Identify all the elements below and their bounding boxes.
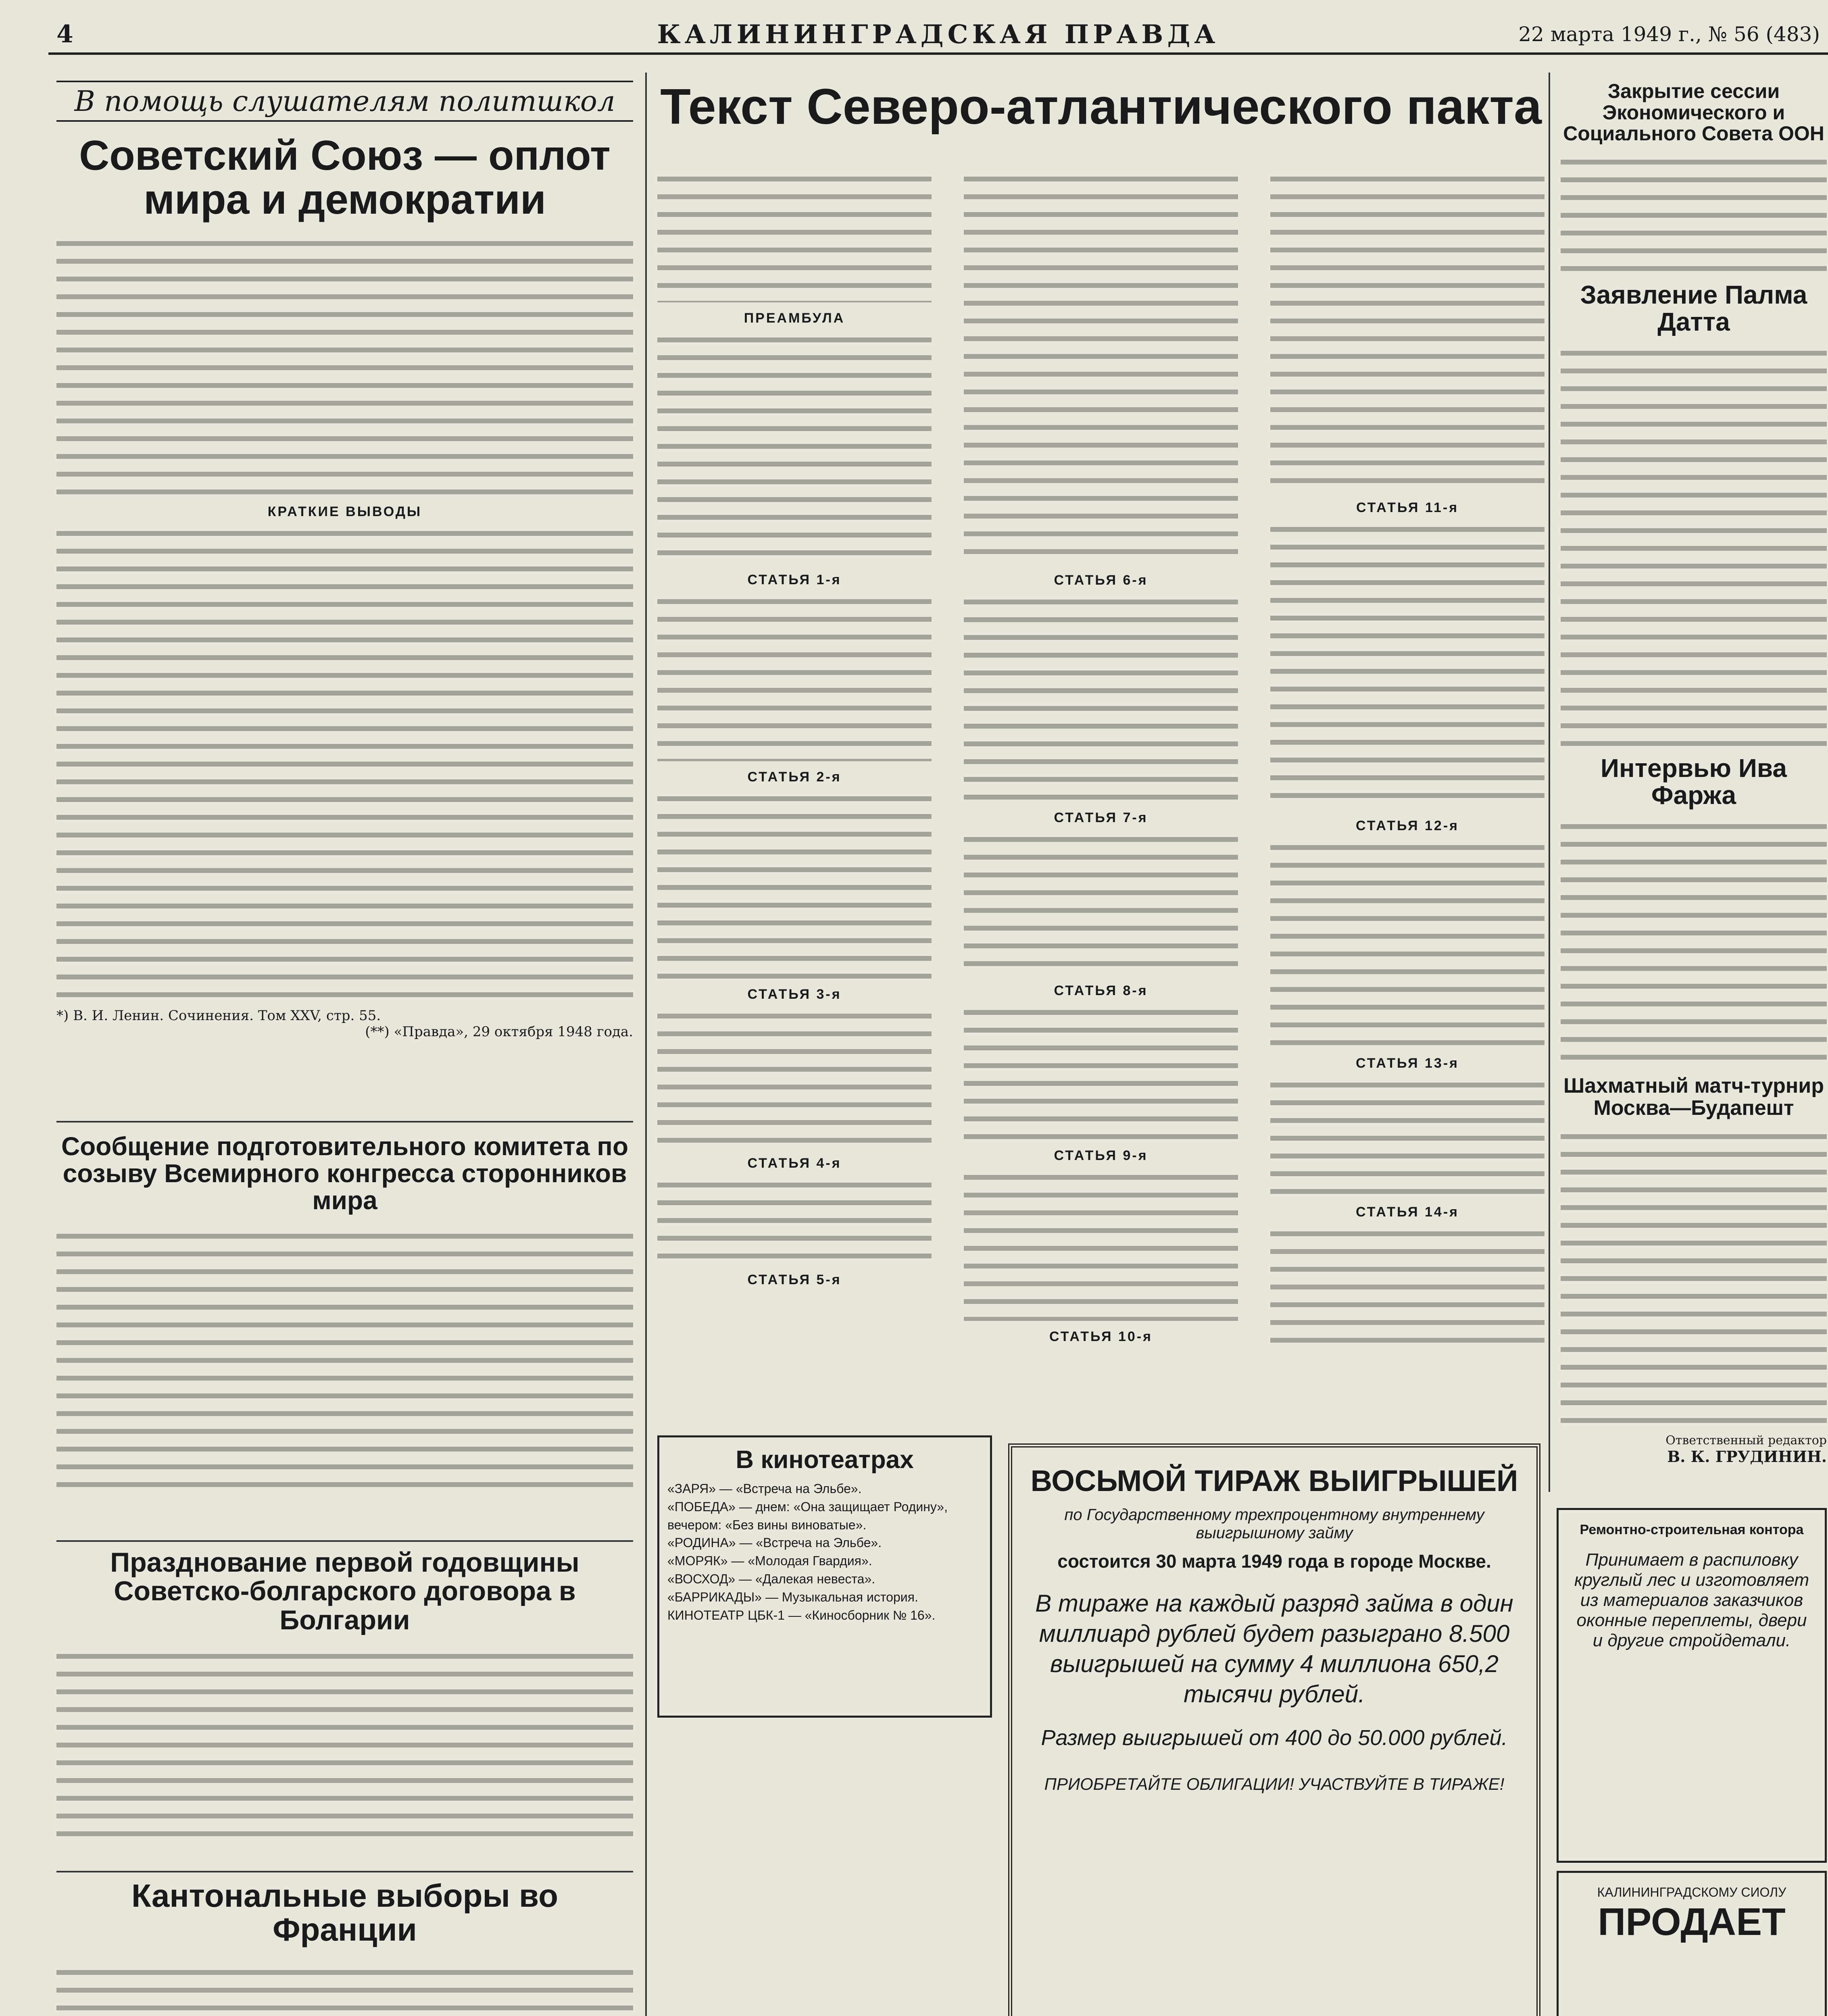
article-7: СТАТЬЯ 7-я bbox=[1054, 810, 1148, 825]
sell-title: ПРОДАЕТ bbox=[1598, 1900, 1786, 1943]
text-block bbox=[1270, 1075, 1545, 1196]
cinema-item: «РОДИНА» — «Встреча на Эльбе». bbox=[667, 1535, 882, 1550]
text-block bbox=[56, 1647, 633, 1839]
page-number: 4 bbox=[56, 20, 73, 48]
editor-name: В. К. ГРУДИНИН. bbox=[1667, 1447, 1827, 1466]
article-peace-congress bbox=[56, 1133, 633, 1496]
text-block bbox=[657, 592, 932, 761]
lottery-text: В тираже на каждый разряд займа в один миллиард рублей будет разыграно 8.500 выигрышей на сумму 4 миллиона 650,2 тысячи рублей. bbox=[1035, 1590, 1513, 1708]
footnote: *) В. И. Ленин. Сочинения. Том XXV, стр. 55. bbox=[56, 1008, 381, 1024]
article-soviet-union bbox=[56, 81, 633, 1117]
rubric: В помощь слушателям политшкол bbox=[56, 81, 633, 122]
text-block bbox=[1270, 838, 1545, 1048]
lottery-call: ПРИОБРЕТАЙТЕ ОБЛИГАЦИИ! УЧАСТВУЙТЕ В ТИРАЖЕ! bbox=[1044, 1774, 1505, 1793]
article-14: СТАТЬЯ 14-я bbox=[1356, 1204, 1459, 1220]
subheading: КРАТКИЕ ВЫВОДЫ bbox=[267, 504, 422, 520]
text-block bbox=[657, 1175, 932, 1264]
masthead bbox=[48, 16, 1828, 55]
text-block bbox=[1561, 152, 1827, 273]
article-8: СТАТЬЯ 8-я bbox=[1054, 983, 1148, 998]
lottery-subtitle: по Государственному трехпроцентному внутреннему выигрышному займу bbox=[1064, 1506, 1484, 1542]
cinema-item: «МОРЯК» — «Молодая Гвардия». bbox=[667, 1554, 872, 1568]
repair-ad bbox=[1557, 1508, 1827, 1863]
text-block bbox=[964, 830, 1238, 975]
cinema-item: «БАРРИКАДЫ» — Музыкальная история. bbox=[667, 1589, 918, 1604]
cinema-ad bbox=[657, 1435, 992, 1718]
lottery-date: состоится 30 марта 1949 года в городе Москве. bbox=[1057, 1551, 1491, 1572]
article-5: СТАТЬЯ 5-я bbox=[747, 1272, 842, 1287]
text-block bbox=[964, 1168, 1238, 1321]
newspaper-title: КАЛИНИНГРАДСКАЯ ПРАВДА bbox=[657, 19, 1219, 50]
cinema-title: В кинотеатрах bbox=[736, 1446, 914, 1474]
newspaper-page bbox=[48, 16, 1828, 2016]
editor-role: Ответственный редактор bbox=[1665, 1433, 1827, 1448]
headline: Закрытие сессии Экономического и Социального Совета ООН bbox=[1563, 81, 1824, 145]
cinema-item: «ПОБЕДА» — днем: «Она защищает Родину», вечером: «Без вины виноватые». bbox=[667, 1499, 948, 1532]
text-block bbox=[964, 169, 1238, 564]
article-9: СТАТЬЯ 9-я bbox=[1054, 1148, 1148, 1163]
text-block bbox=[657, 169, 932, 302]
text-block bbox=[56, 524, 633, 1000]
headline: Текст Северо-атлантического пакта bbox=[660, 81, 1542, 135]
sell-org: КАЛИНИНГРАДСКОМУ СИОЛУ bbox=[1597, 1885, 1786, 1899]
headline: Шахматный матч-турнир Москва—Будапешт bbox=[1563, 1074, 1824, 1120]
text-block bbox=[657, 330, 932, 564]
issue-date: 22 марта 1949 г., № 56 (483) bbox=[1518, 23, 1820, 46]
section-preamble: ПРЕАМБУЛА bbox=[744, 310, 845, 326]
article-2: СТАТЬЯ 2-я bbox=[747, 769, 842, 785]
text-block bbox=[1561, 344, 1827, 747]
footnote: (**) «Правда», 29 октября 1948 года. bbox=[365, 1024, 633, 1040]
lottery-title: ВОСЬМОЙ ТИРАЖ ВЫИГРЫШЕЙ bbox=[1030, 1464, 1518, 1497]
article-6: СТАТЬЯ 6-я bbox=[1054, 573, 1148, 588]
text-block bbox=[657, 789, 932, 979]
headline: Празднование первой годовщины Советско-болгарского договора в Болгарии bbox=[110, 1548, 579, 1635]
text-block bbox=[56, 1227, 633, 1496]
repair-title: Ремонтно-строительная контора bbox=[1580, 1522, 1804, 1537]
text-block bbox=[1561, 1127, 1827, 1425]
article-1: СТАТЬЯ 1-я bbox=[747, 572, 842, 587]
article-north-atlantic-pact bbox=[657, 81, 1545, 1427]
cinema-item: «ЗАРЯ» — «Встреча на Эльбе». bbox=[667, 1481, 862, 1496]
article-france-elections bbox=[56, 1879, 633, 2016]
cinema-item: «ВОСХОД» — «Далекая невеста». bbox=[667, 1571, 875, 1586]
text-block bbox=[1561, 817, 1827, 1067]
lottery-ad bbox=[1008, 1443, 1540, 2016]
article-4: СТАТЬЯ 4-я bbox=[747, 1156, 842, 1171]
headline: Кантональные выборы во Франции bbox=[131, 1879, 558, 1947]
article-3: СТАТЬЯ 3-я bbox=[747, 987, 842, 1002]
repair-text: Принимает в распиловку круглый лес и изготовляет из материалов заказчиков оконные переплеты, двери и другие стройдетали. bbox=[1574, 1550, 1809, 1650]
lottery-prize-range: Размер выигрышей от 400 до 50.000 рублей. bbox=[1041, 1726, 1508, 1750]
text-block bbox=[56, 234, 633, 496]
text-block bbox=[964, 592, 1238, 802]
text-block bbox=[56, 1963, 633, 2016]
article-10: СТАТЬЯ 10-я bbox=[1049, 1329, 1153, 1344]
text-block bbox=[657, 1006, 932, 1148]
article-13: СТАТЬЯ 13-я bbox=[1356, 1056, 1459, 1071]
text-block bbox=[964, 1003, 1238, 1140]
right-column bbox=[1561, 81, 1827, 1492]
headline: Интервью Ива Фаржа bbox=[1601, 753, 1787, 810]
headline: Заявление Палма Датта bbox=[1580, 280, 1807, 336]
sell-ad bbox=[1557, 1871, 1827, 2016]
cinema-item: КИНОТЕАТР ЦБК-1 — «Киносборник № 16». bbox=[667, 1608, 936, 1622]
article-12: СТАТЬЯ 12-я bbox=[1356, 818, 1459, 833]
headline: Сообщение подготовительного комитета по созыву Всемирного конгресса сторонников мира bbox=[61, 1133, 629, 1215]
text-block bbox=[1270, 1224, 1545, 1353]
article-bulgaria bbox=[56, 1548, 633, 1839]
headline: Советский Союз — оплот мира и демократии bbox=[79, 132, 611, 223]
article-11: СТАТЬЯ 11-я bbox=[1356, 500, 1459, 515]
text-block bbox=[1270, 169, 1545, 492]
text-block bbox=[1270, 520, 1545, 810]
